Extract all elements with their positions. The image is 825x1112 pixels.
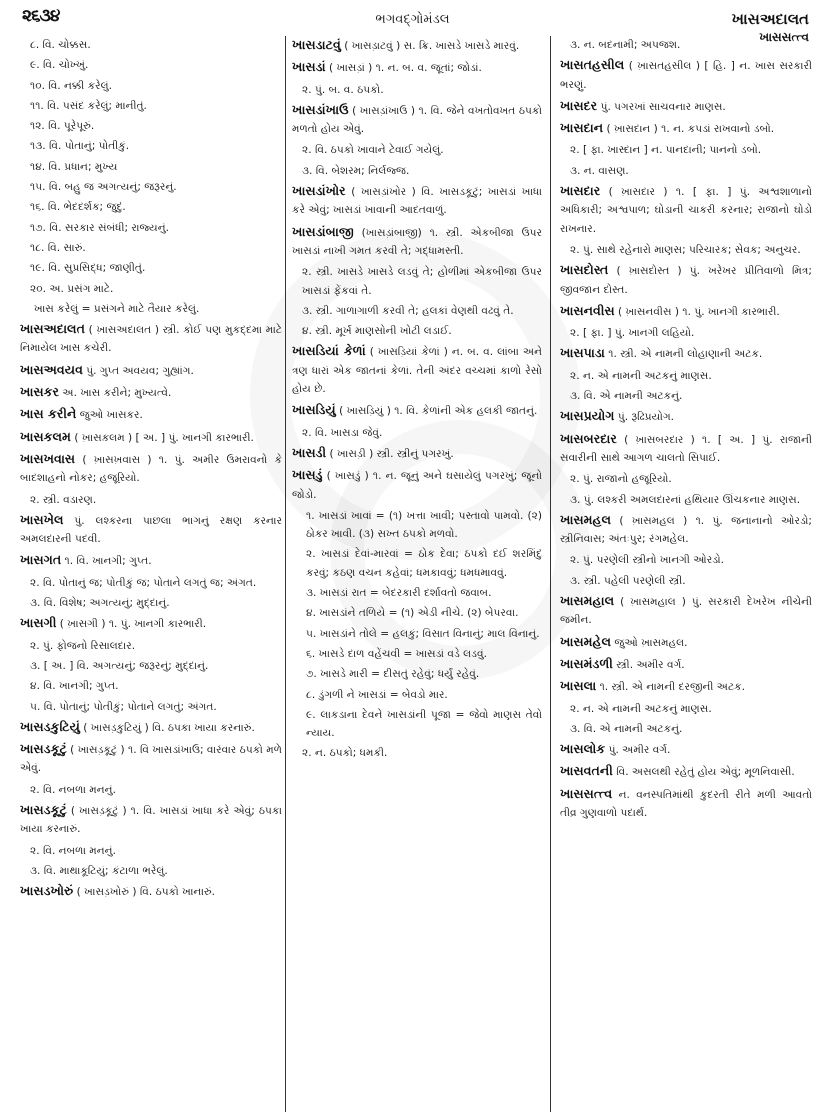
definition: ( ખા઼સમહાલ ) પું. સરકારી દેખરેખ નીચેની જમીન.	[560, 596, 812, 627]
definition: ( ખાસડ઼ાં ) ૧. ન. બ. વ. જૂતાં; જોડાં.	[325, 62, 482, 75]
sense-line: ૨. ન. એ નામની અટકનું માણસ.	[570, 702, 712, 715]
idiom-line: ૫. ખાસડાંને તોલે = હલકું; વિસાત વિનાનું; માલ વિનાનું.	[306, 627, 540, 640]
sense-line: ૧૭. વિ. સરકાર સંબંધી; રાજ્યનું.	[30, 221, 169, 234]
headword: ખાસવતની	[560, 763, 613, 779]
idiom-line: ૬. ખાસડે દાળ વહેંચવી = ખાસડાં વડે લડવું.	[306, 647, 487, 660]
idiom-line: ૨. ખાસડાં દેવાં-મારવાં = ઠોક દેવા; ઠપકો દઈ શરમિંદું કરવું; કઠણ વચન કહેવાં; ધમકાવવું; ધમધમાવવું.	[306, 548, 542, 579]
headword: ખાસકલમ	[20, 428, 71, 444]
headword: ખાસડાંખોર	[292, 183, 346, 199]
column-divider-2	[550, 36, 551, 1112]
dictionary-entry	[292, 444, 542, 463]
headword: ખાસસત્ત્વ	[560, 785, 613, 801]
definition: ( ખાસડ઼િયું ) ૧. વિ. કેળાંની એક હલકી જાતનું.	[335, 405, 538, 418]
definition: ૧. સ્ત્રી. એ નામની લોહાણાની અટક.	[604, 348, 763, 361]
dictionary-entry	[560, 407, 812, 426]
headword: ખાસડિયાં કેળાં	[292, 343, 366, 359]
sense-line: ૨. સ્ત્રી. ખાસડે ખાસડે લડવું તે; હોળીમાં એકબીજા ઉપર ખાસડાં ફેંકવાં તે.	[302, 266, 542, 297]
dictionary-entry	[560, 592, 812, 630]
dictionary-entry	[560, 740, 812, 759]
headword: ખાસમહેલ	[560, 633, 612, 649]
dictionary-entry	[560, 430, 812, 468]
headword: ખાસડકૂટું	[20, 741, 67, 757]
definition: સ્ત્રી. અમીર વર્ગ.	[612, 658, 685, 671]
definition: ( ખા઼સક઼લમ ) [ અ. ] પું. ખાનગી કારભારી.	[70, 431, 254, 444]
dictionary-entry	[20, 740, 282, 778]
dictionary-entry	[292, 466, 542, 504]
headword: ખાસઅદાલત	[20, 321, 85, 337]
column-1	[20, 36, 282, 1112]
sense-line: ૨. વિ. નબળા મનનું.	[30, 844, 116, 857]
idiom-line: ૪. ખાસડાંને તળિયે = (૧) એડી નીચે. (૨) બેપરવા.	[306, 607, 519, 620]
sense-line: ૧૧. વિ. પસંદ કરેલું; માનીતું.	[30, 99, 147, 112]
dictionary-entry	[20, 718, 282, 737]
column-3	[560, 36, 812, 1112]
sense-line: ૨. [ ફા. ખાસ્દાન ] ન. પાનદાની; પાનનો ડબો.	[570, 144, 762, 157]
sense-line: ૩. ન. બદનામી; અપજશ.	[570, 39, 681, 51]
dictionary-entry	[20, 320, 282, 358]
definition: ( ખાસડ઼ાટવું ) સ. ક્રિ. ખાસડે ખાસડે મારવું.	[340, 40, 520, 52]
dictionary-entry	[560, 677, 812, 696]
dictionary-entry	[560, 56, 812, 94]
headword: ખાસમંડળી	[560, 655, 613, 671]
definition: ( ખાસડ઼કૂટું ) ૧. વિ ખાસડાંખાઉ; વારંવાર ઠપકો મળે એવું.	[20, 744, 282, 775]
sense-line: ૮. વિ. ચોક્કસ.	[30, 39, 91, 51]
headword: ખાસડી	[292, 444, 327, 460]
sense-line: ૨. સ્ત્રી. વડારણ.	[30, 493, 97, 506]
headword: ખાસડકુટિયું	[20, 718, 80, 734]
guide-word-first: ખાસઅદાલત	[731, 10, 809, 28]
headword: ખાસડખોરું	[20, 883, 74, 899]
headword: ખાસડકૂટું	[20, 801, 67, 817]
page-number: ૨૬૩૪	[22, 6, 60, 26]
definition: ૧. વિ. ખાનગી; ગુપ્ત.	[61, 555, 152, 568]
definition: ( ખાસડ઼ું ) ૧. ન. જૂનું અને ઘસાયેલું પગરખું; જૂનો જોડો.	[292, 470, 542, 501]
dictionary-entry	[292, 58, 542, 77]
dictionary-entry	[20, 551, 282, 570]
sense-line: ૨. પું. સાથે રહેનારો માણસ; પરિચારક; સેવક; અનુચર.	[570, 243, 801, 256]
sense-line: ૧૮. વિ. સારું.	[30, 241, 86, 254]
sense-line: ૨. વિ. નબળા મનનું.	[30, 783, 116, 796]
dictionary-entry	[560, 785, 812, 823]
definition: ( ખાસડ઼કૂટું ) ૧. વિ. ખાસડાં ખાધા કરે એવું; ઠપકા ખાયા કરનારું.	[20, 804, 282, 836]
definition: ( ખા઼સબરદાર ) ૧. [ અ. ] પું. રાજાની સવારીની સાથે આગળ ચાલતો સિપાઈ.	[560, 433, 812, 464]
sense-line: ૨. પું. ફોજનો રિસાલદાર.	[30, 639, 136, 652]
definition: ( ખા઼સદોસ્ત ) પું. ખરેખર પ્રીતિવાળો મિત્ર; જીવજાન દોસ્ત.	[560, 265, 812, 296]
headword: ખાસલા	[560, 678, 597, 694]
headword: ખાસપાડા	[560, 345, 605, 361]
sense-line: ૨. ન. ઠપકો; ધમકી.	[302, 747, 388, 760]
definition: વિ. અસલથી રહેતું હોય એવું; મૂળનિવાસી.	[612, 766, 795, 779]
dictionary-entry	[292, 182, 542, 220]
dictionary-entry	[20, 383, 282, 402]
column-2	[292, 36, 542, 1112]
sense-line: ૨. [ ફા. ] પું. ખાનગી લહિયો.	[570, 327, 695, 340]
sense-line: ૨. ન. એ નામની અટકનું માણસ.	[570, 369, 712, 382]
headword: ખાસલોક	[560, 741, 606, 757]
sense-line: ૩. વિ. બેશરમ; નિર્લજ્જ.	[302, 164, 410, 177]
headword: ખાસતહસીલ	[560, 57, 625, 73]
sense-line: ૫. વિ. પોતાનું; પોતીકું; પોતાને લગતું; અંગત.	[30, 700, 217, 713]
sense-line: ૧૯. વિ. સુપ્રસિદ્ધ; જાણીતું.	[30, 262, 146, 275]
headword: ખાસપ્રયોગ	[560, 408, 615, 424]
headword: ખાસમહલ	[560, 511, 612, 527]
definition: પું. પગરખાં સાચવનાર માણસ.	[597, 100, 726, 113]
sense-line: ૯. વિ. ચોખ્ખું.	[30, 59, 89, 72]
headword: ખાસગત	[20, 552, 62, 568]
sense-line: ૪. વિ. ખાનગી; ગુપ્ત.	[30, 680, 119, 693]
sense-line: ૩. વિ. માથાકૂટિયું; કંટાળા ભરેલું.	[30, 864, 168, 877]
definition: ( ખા઼સદાર ) ૧. [ ફા. ] પું. અશ્વશાળાનો અધિકારી; અશ્વપાળ; ઘોડાની ચાકરી કરનાર; રાજાનો ઘોડો રાખનાર.	[560, 186, 812, 235]
dictionary-entry	[20, 801, 282, 839]
dictionary-entry	[560, 633, 812, 652]
sense-line: ૨. પું. બ. વ. ઠપકો.	[302, 83, 384, 96]
definition: જુઓ ખાસકર.	[76, 409, 143, 422]
headword: ખાસડિયું	[292, 402, 336, 418]
headword: ખાસખવાસ	[20, 450, 76, 466]
idiom-line: ૧. ખાસડાં ખાવાં = (૧) ખત્તા ખાવી; પસ્તાવો પામવો. (૨) ઠોકર ખાવી. (૩) સખ્ત ઠપકો મળવો.	[306, 509, 542, 541]
dictionary-entry	[560, 97, 812, 116]
definition: ( ખા઼સદાન ) ૧. ન. કપડાં રાખવાનો ડબો.	[603, 123, 775, 136]
dictionary-entry	[560, 261, 812, 299]
sense-line: ૨. પું. પરણેલી સ્ત્રીનો ખાનગી ઓરડો.	[570, 554, 725, 567]
dictionary-entry	[292, 401, 542, 420]
definition: ( ખા઼સઅદાલત ) સ્ત્રી. કોઈ પણ મુકદ્દમા માટે નિમાયેલ ખાસ કચેરી.	[20, 324, 282, 355]
dictionary-entry	[292, 342, 542, 398]
headword: ખાસડાં	[292, 59, 326, 75]
definition: ( ખા઼સનવીસ ) ૧. પું. ખાનગી કારભારી.	[614, 305, 780, 318]
headword: ખાસખેલ	[20, 511, 64, 527]
dictionary-entry	[20, 614, 282, 633]
dictionary-entry	[20, 450, 282, 488]
headword: ખાસડાંખાઉ	[292, 101, 349, 117]
column-divider-1	[285, 36, 286, 1112]
definition: (ખાસડ઼ાંબાજી) ૧. સ્ત્રી. એકબીજા ઉપર ખાસડાં નાખી ગમત કરવી તે; ગદ્ધામસ્તી.	[292, 226, 542, 257]
guide-word-last: ખાસસત્ત્વ	[759, 30, 809, 44]
headword: ખાસગી	[20, 615, 57, 631]
headword: ખાસડાંબાજી	[292, 223, 354, 239]
dictionary-entry	[560, 119, 812, 138]
definition: ( ખા઼સતહસીલ ) [ હિ. ] ન. ખાસ સરકારી ભરણું.	[560, 60, 812, 91]
headword: ખાસબરદાર	[560, 430, 617, 446]
dictionary-entry	[560, 302, 812, 321]
dictionary-entry	[292, 223, 542, 261]
headword: ખાસદાન	[560, 120, 604, 136]
sense-line: ૨. વિ. પોતાનું જ; પોતીકું જ; પોતાને લગતું જ; અંગત.	[30, 576, 257, 589]
idiom-line: ૭. ખાસડે મારી = દીસતું રહેવું; ધર્યું રહેવું.	[306, 668, 480, 681]
headword: ખાસડાટવું	[292, 37, 341, 52]
running-title: ભગવદ્‌ગોમંડલ	[375, 12, 450, 27]
headword: ખાસડું	[292, 467, 323, 483]
dictionary-entry	[560, 655, 812, 674]
definition: ૧. સ્ત્રી. એ નામની દરજીની અટક.	[596, 681, 745, 694]
idiom-line: ૩. ખાસડાં રાત = બેદરકારી દર્શાવતો જવાબ.	[306, 587, 492, 600]
headword: ખાસઅવયવ	[20, 361, 83, 377]
definition: ( ખા઼સમહલ ) ૧. પું. જનાનાનો ઓરડો; સ્ત્રીનિવાસ; અંતઃપુર; રંગમહેલ.	[560, 514, 812, 546]
dictionary-entry	[292, 101, 542, 139]
headword: ખાસનવીસ	[560, 302, 615, 318]
dictionary-entry	[560, 344, 812, 363]
dictionary-entry	[20, 361, 282, 380]
definition: ( ખાસડ઼ખોરું ) વિ. ઠપકો ખાનારું.	[73, 886, 216, 899]
definition: ( ખા઼સખ઼વાસ ) ૧. પું. અમીર ઉમરાવનો કે બાદશાહનો નોકર; હજૂરિયો.	[20, 453, 282, 485]
sense-line: ૩. સ્ત્રી. ગાળાગાળી કરવી તે; હલકાં વેણથી વઢવું તે.	[302, 304, 514, 317]
dictionary-entry	[292, 36, 542, 55]
definition: પું. અમીર વર્ગ.	[605, 744, 671, 757]
headword: ખાસકર	[20, 384, 60, 400]
definition: પું. ગુપ્ત અવયવ; ગુહ્યાંગ.	[82, 364, 194, 377]
sense-line: ૩. [ અ. ] વિ. અગત્યનું; જરૂરનું; મુદ્દાનું.	[30, 659, 209, 672]
definition: ( ખાસડ઼ાંખાઉ ) ૧. વિ. જેને વખતોવખત ઠપકો મળતો હોય એવું.	[292, 104, 542, 136]
dictionary-entry	[20, 405, 282, 424]
definition: પું. રૂઢિપ્રયોગ.	[614, 411, 675, 424]
idiom-line: ૯. લાકડાના દેવને ખાસડાંની પૂજા = જેવો માણસ તેવો ન્યાય.	[306, 708, 542, 740]
definition: ( ખા઼સગી ) ૧. પું. ખાનગી કારભારી.	[56, 618, 207, 631]
sense-line: ૪. સ્ત્રી. મૂર્ખ માણસોની ખોટી લડાઈ.	[302, 325, 452, 338]
dictionary-entry	[560, 182, 812, 238]
sense-line: ૨. પું. રાજાનો હજૂરિયો.	[570, 473, 672, 486]
sense-line: ૩. વિ. એ નામની અટકનું.	[570, 722, 683, 735]
definition: ( ખાસડ઼િયાં કેળાં ) ન. બ. વ. લાંબા અને ત્રણ ધારાં એક જાતનાં કેળાં. તેની અંદર વચ્ચમાં કાળો રેસો હોય છે.	[292, 346, 542, 396]
dictionary-entry	[20, 428, 282, 447]
dictionary-entry	[560, 511, 812, 549]
sense-line: ૨૦. અ. પ્રસંગ માટે.	[30, 282, 114, 295]
dictionary-entry	[20, 882, 282, 901]
headword: ખાસમહાલ	[560, 593, 615, 609]
sense-line: ૧૨. વિ. પૂરેપૂરું.	[30, 120, 95, 133]
definition: અ. ખાસ કરીને; મુખ્યત્વે.	[59, 387, 172, 400]
dictionary-entry	[20, 511, 282, 549]
idiom-line: ખાસ કરેલું = પ્રસંગને માટે તૈયાર કરેલું.	[34, 302, 200, 315]
headword: ખાસદોસ્ત	[560, 262, 609, 278]
sense-line: ૩. વિ. એ નામની અટકનું.	[570, 390, 683, 403]
sense-line: ૧૩. વિ. પોતાનું; પોતીકું.	[30, 140, 130, 153]
sense-line: ૩. સ્ત્રી. પહેલી પરણેલી સ્ત્રી.	[570, 574, 686, 587]
sense-line: ૩. વિ. વિશેષ; અગત્યનું; મુદ્દાનું.	[30, 597, 170, 610]
sense-line: ૧૫. વિ. બહુ જ અગત્યનું; જરૂરનું.	[30, 181, 177, 194]
sense-line: ૨. વિ. ઠપકો ખાવાને ટેવાઈ ગયેલું.	[302, 144, 444, 157]
sense-line: ૧૦. વિ. નક્કી કરેલું.	[30, 79, 112, 92]
headword: ખાસદર	[560, 97, 598, 113]
definition: જુઓ ખા઼સમહલ.	[611, 636, 688, 649]
idiom-line: ૮. ડુંગળી ને ખાસડાં = બેવડો માર.	[306, 688, 448, 701]
sense-line: ૩. ન. વાસણ.	[570, 164, 629, 177]
headword: ખાસ કરીને	[20, 406, 77, 422]
headword: ખાસદાર	[560, 183, 601, 199]
definition: ( ખાસડ઼ી ) સ્ત્રી. સ્ત્રીનું પગરખું.	[326, 447, 454, 460]
dictionary-entry	[560, 762, 812, 781]
sense-line: ૧૬. વિ. ભેદદર્શક; જુદું.	[30, 201, 126, 214]
sense-line: ૧૪. વિ. પ્રધાન; મુખ્ય	[30, 160, 118, 173]
definition: ( ખાસડ઼ાંખોર ) વિ. ખાસડકૂટું; ખાસડાં ખાધા કરે એવું; ખાસડાં ખાવાની આદતવાળું.	[292, 186, 542, 217]
definition: ( ખાસડ઼કુટિયું ) વિ. ઠપકા ખાયા કરનારું.	[79, 721, 255, 734]
sense-line: ૩. પું. લશ્કરી અમલદારનાં હથિયાર ઊંચકનાર માણસ.	[570, 493, 801, 506]
definition: ન. વનસ્પતિમાંથી કુદરતી રીતે મળી આવતો તીવ્ર ગુણવાળો પદાર્થ.	[560, 788, 812, 819]
dictionary-columns	[0, 36, 825, 1112]
definition: પું. લશ્કરના પાછલા ભાગનું રક્ષણ કરનાર અમલદારની પદવી.	[20, 514, 282, 546]
sense-line: ૨. વિ. ખાસડા જેવું.	[302, 426, 383, 439]
